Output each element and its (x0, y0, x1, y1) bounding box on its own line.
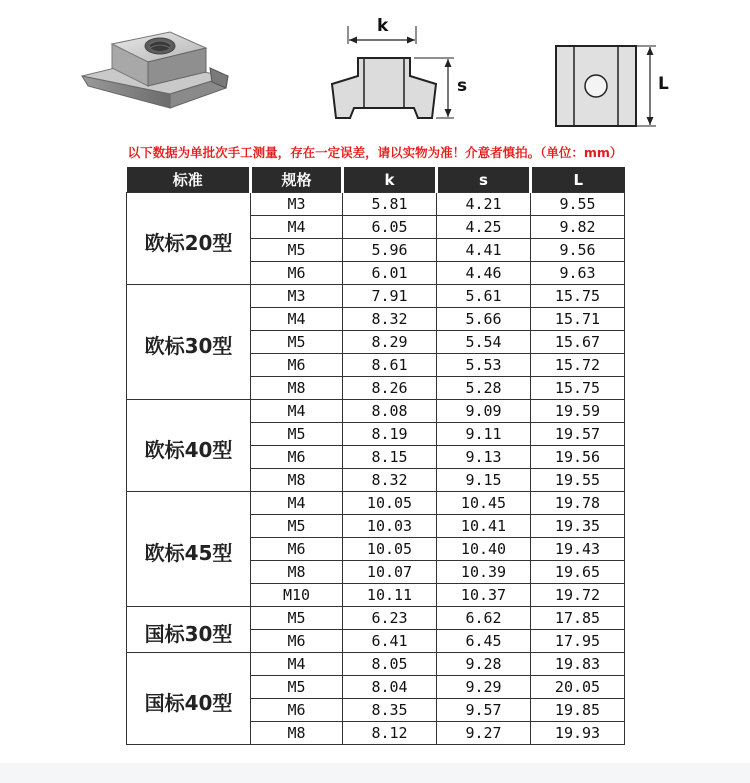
l-cell: 19.57 (531, 423, 625, 446)
spec-cell: M4 (251, 216, 343, 239)
l-cell: 19.78 (531, 492, 625, 515)
k-cell: 8.19 (343, 423, 437, 446)
s-cell: 5.54 (437, 331, 531, 354)
spec-cell: M6 (251, 446, 343, 469)
l-cell: 19.56 (531, 446, 625, 469)
table-header-row (127, 167, 625, 193)
standard-cell: 欧标20型 (127, 193, 251, 285)
spec-cell: M4 (251, 653, 343, 676)
table-body (127, 193, 625, 745)
l-cell: 19.93 (531, 722, 625, 745)
spec-cell: M8 (251, 722, 343, 745)
bottom-strip (0, 763, 750, 783)
k-cell: 8.29 (343, 331, 437, 354)
s-cell: 10.40 (437, 538, 531, 561)
spec-cell: M5 (251, 676, 343, 699)
k-cell: 6.05 (343, 216, 437, 239)
k-cell: 6.23 (343, 607, 437, 630)
k-cell: 8.12 (343, 722, 437, 745)
s-cell: 4.21 (437, 193, 531, 216)
s-cell: 9.28 (437, 653, 531, 676)
s-cell: 5.61 (437, 285, 531, 308)
k-cell: 10.07 (343, 561, 437, 584)
table-row (127, 285, 625, 308)
k-cell: 10.05 (343, 538, 437, 561)
l-dimension-label: L (658, 74, 669, 94)
s-cell: 6.45 (437, 630, 531, 653)
spec-cell: M5 (251, 331, 343, 354)
s-cell: 9.09 (437, 400, 531, 423)
k-cell: 8.61 (343, 354, 437, 377)
s-cell: 4.41 (437, 239, 531, 262)
l-cell: 19.65 (531, 561, 625, 584)
l-cell: 19.43 (531, 538, 625, 561)
k-cell: 10.03 (343, 515, 437, 538)
s-cell: 9.27 (437, 722, 531, 745)
l-cell: 19.35 (531, 515, 625, 538)
s-cell: 4.46 (437, 262, 531, 285)
s-cell: 10.39 (437, 561, 531, 584)
k-cell: 6.41 (343, 630, 437, 653)
spec-cell: M6 (251, 262, 343, 285)
header-k: k (343, 167, 437, 193)
l-cell: 15.75 (531, 285, 625, 308)
k-cell: 5.96 (343, 239, 437, 262)
l-cell: 19.85 (531, 699, 625, 722)
k-cell: 8.32 (343, 308, 437, 331)
s-cell: 9.15 (437, 469, 531, 492)
l-cell: 17.95 (531, 630, 625, 653)
spec-cell: M8 (251, 377, 343, 400)
k-cell: 5.81 (343, 193, 437, 216)
k-cell: 10.11 (343, 584, 437, 607)
spec-cell: M5 (251, 607, 343, 630)
s-cell: 5.53 (437, 354, 531, 377)
k-cell: 8.15 (343, 446, 437, 469)
l-cell: 9.55 (531, 193, 625, 216)
header-standard: 标准 (127, 167, 251, 193)
spec-cell: M4 (251, 492, 343, 515)
k-dimension-label: k (377, 16, 389, 36)
spec-cell: M5 (251, 239, 343, 262)
spec-cell: M6 (251, 354, 343, 377)
s-cell: 5.28 (437, 377, 531, 400)
table-row (127, 653, 625, 676)
l-cell: 19.59 (531, 400, 625, 423)
s-cell: 9.57 (437, 699, 531, 722)
spec-cell: M4 (251, 308, 343, 331)
spec-cell: M3 (251, 285, 343, 308)
spec-table (126, 167, 625, 745)
tnut-3d-illustration (78, 24, 238, 124)
table-row (127, 193, 625, 216)
spec-cell: M3 (251, 193, 343, 216)
measurement-notice: 以下数据为单批次手工测量，存在一定误差，请以实物为准！介意者慎拍。（单位：mm） (127, 145, 623, 160)
l-cell: 9.56 (531, 239, 625, 262)
table-row (127, 607, 625, 630)
l-cell: 19.83 (531, 653, 625, 676)
header-spec: 规格 (251, 167, 343, 193)
spec-cell: M6 (251, 538, 343, 561)
spec-cell: M5 (251, 515, 343, 538)
header-l: L (531, 167, 625, 193)
spec-cell: M8 (251, 561, 343, 584)
k-cell: 8.08 (343, 400, 437, 423)
l-cell: 9.82 (531, 216, 625, 239)
k-cell: 10.05 (343, 492, 437, 515)
k-cell: 6.01 (343, 262, 437, 285)
tnut-top-view-diagram (552, 40, 664, 132)
s-cell: 6.62 (437, 607, 531, 630)
k-cell: 8.26 (343, 377, 437, 400)
s-cell: 9.11 (437, 423, 531, 446)
table-row (127, 400, 625, 423)
s-cell: 9.29 (437, 676, 531, 699)
standard-cell: 国标30型 (127, 607, 251, 653)
header-s: s (437, 167, 531, 193)
spec-cell: M4 (251, 400, 343, 423)
s-cell: 10.37 (437, 584, 531, 607)
spec-cell: M6 (251, 699, 343, 722)
s-cell: 5.66 (437, 308, 531, 331)
l-cell: 20.05 (531, 676, 625, 699)
s-cell: 4.25 (437, 216, 531, 239)
tnut-profile-diagram (318, 14, 478, 132)
k-cell: 8.05 (343, 653, 437, 676)
diagram-row (0, 0, 750, 140)
s-dimension-label: s (457, 76, 468, 96)
spec-cell: M5 (251, 423, 343, 446)
s-cell: 10.41 (437, 515, 531, 538)
k-cell: 7.91 (343, 285, 437, 308)
l-cell: 19.55 (531, 469, 625, 492)
standard-cell: 欧标30型 (127, 285, 251, 400)
s-cell: 10.45 (437, 492, 531, 515)
l-cell: 19.72 (531, 584, 625, 607)
s-cell: 9.13 (437, 446, 531, 469)
table-row (127, 492, 625, 515)
k-cell: 8.35 (343, 699, 437, 722)
k-cell: 8.04 (343, 676, 437, 699)
spec-cell: M6 (251, 630, 343, 653)
l-cell: 9.63 (531, 262, 625, 285)
l-cell: 15.72 (531, 354, 625, 377)
standard-cell: 欧标40型 (127, 400, 251, 492)
l-cell: 15.71 (531, 308, 625, 331)
k-cell: 8.32 (343, 469, 437, 492)
l-cell: 17.85 (531, 607, 625, 630)
standard-cell: 国标40型 (127, 653, 251, 745)
spec-cell: M8 (251, 469, 343, 492)
l-cell: 15.75 (531, 377, 625, 400)
spec-cell: M10 (251, 584, 343, 607)
standard-cell: 欧标45型 (127, 492, 251, 607)
l-cell: 15.67 (531, 331, 625, 354)
